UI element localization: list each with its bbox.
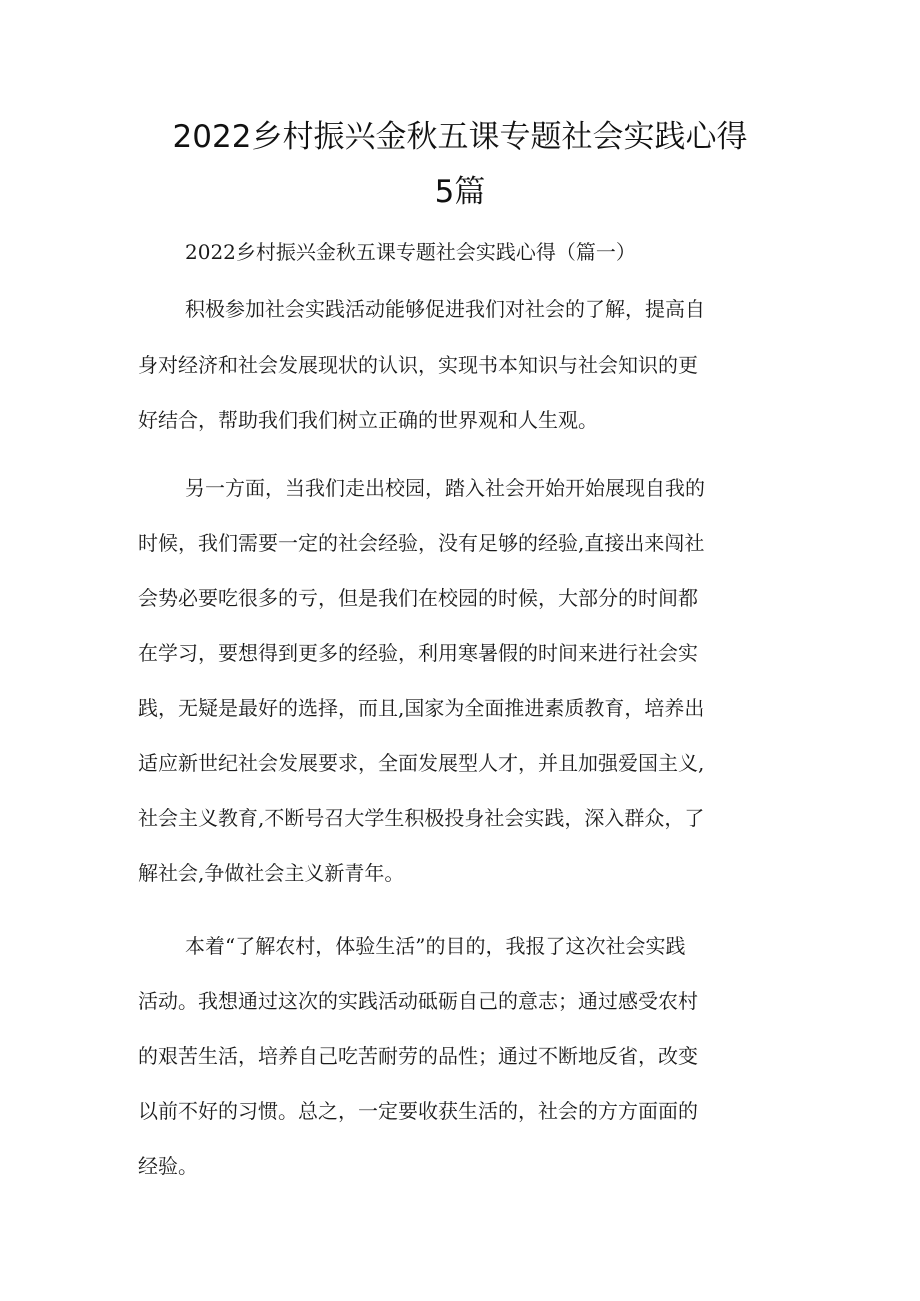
paragraph-line: 适应新世纪社会发展要求，全面发展型人才，并且加强爱国主义, — [138, 751, 705, 775]
section-heading: 2022乡村振兴金秋五课专题社会实践心得（篇一） — [185, 240, 636, 264]
paragraph-line: 活动。我想通过这次的实践活动砥砺自己的意志；通过感受农村 — [138, 989, 698, 1013]
paragraph-line: 解社会,争做社会主义新青年。 — [138, 861, 405, 885]
paragraph-line: 社会主义教育,不断号召大学生积极投身社会实践，深入群众，了 — [138, 806, 705, 830]
paragraph-line: 会势必要吃很多的亏，但是我们在校园的时候，大部分的时间都 — [138, 586, 698, 610]
paragraph-line: 身对经济和社会发展现状的认识，实现书本知识与社会知识的更 — [138, 353, 698, 377]
document-title-line-1: 2022乡村振兴金秋五课专题社会实践心得 — [172, 119, 748, 155]
paragraph-line: 的艰苦生活，培养自己吃苦耐劳的品性；通过不断地反省，改变 — [138, 1044, 698, 1068]
document-title-line-2: 5篇 — [434, 174, 486, 210]
paragraph-line: 以前不好的习惯。总之，一定要收获生活的，社会的方方面面的 — [138, 1099, 698, 1123]
paragraph-line: 在学习，要想得到更多的经验，利用寒暑假的时间来进行社会实 — [138, 641, 698, 665]
paragraph-line: 本着“了解农村，体验生活”的目的，我报了这次社会实践 — [185, 934, 686, 958]
paragraph-line: 积极参加社会实践活动能够促进我们对社会的了解，提高自 — [185, 297, 705, 321]
paragraph-line: 践，无疑是最好的选择，而且,国家为全面推进素质教育，培养出 — [138, 696, 705, 720]
paragraph-line: 另一方面，当我们走出校园，踏入社会开始开始展现自我的 — [185, 476, 705, 500]
paragraph-line: 时候，我们需要一定的社会经验，没有足够的经验,直接出来闯社 — [138, 531, 705, 555]
paragraph-line: 好结合，帮助我们我们树立正确的世界观和人生观。 — [138, 408, 598, 432]
paragraph-line: 经验。 — [138, 1154, 198, 1178]
